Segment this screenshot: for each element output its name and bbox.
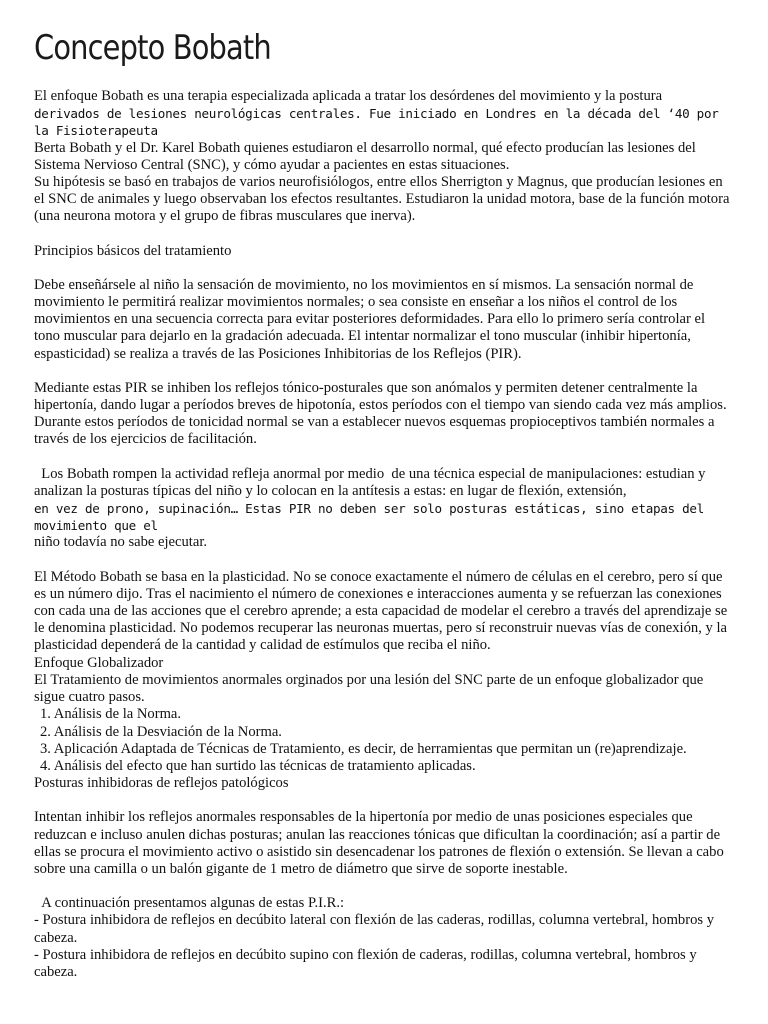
pir-item-2: - Postura inhibidora de reflejos en decúbito supino con flexión de caderas, rodillas, columna vertebral, hombros y cabeza. bbox=[34, 946, 697, 980]
rompen-line-2: en vez de prono, supinación… Estas PIR no deben ser solo posturas estáticas, sino etapas del movimiento que el bbox=[34, 501, 704, 534]
spacer bbox=[34, 792, 734, 809]
spacer bbox=[34, 226, 734, 243]
steps-list bbox=[34, 706, 734, 775]
spacer bbox=[34, 878, 734, 895]
spacer bbox=[34, 552, 734, 569]
principios-paragraph: Debe enseñársele al niño la sensación de movimiento, no los movimientos en sí mismos. La sensación normal de movimiento le permitirá realizar movimientos normales; o sea consiste en enseñar a los niños el control de los movimientos en una secuencia correcta para evitar posteriores deformidades. Para ello lo primero sería controlar el tono muscular para dejarlo en la gradación adecuada. El intentar normalizar el tono muscular (inhibir hipertonía, espasticidad) se realiza a través de las Posiciones Inhibitorias de los Reflejos (PIR). bbox=[34, 276, 706, 362]
posturas-paragraph: Intentan inhibir los reflejos anormales responsables de la hipertonía por medio de unas posiciones especiales que reduzcan e incluso anulen dichas posturas; anulan las reacciones tónicas que dificultan la coordinación; así a partir de ellas se procura el movimiento activo o asistido sin desencadenar los patrones de flexión o extensión. Se llevan a cabo sobre una camilla o un balón gigante de 1 metro de diámetro que sirve de soporte inestable. bbox=[34, 809, 724, 877]
list-item: 1. Análisis de la Norma. bbox=[40, 706, 182, 723]
intro-paragraph bbox=[34, 88, 734, 226]
spacer bbox=[34, 449, 734, 466]
globalizador-paragraph: El Tratamiento de movimientos anormales orginados por una lesión del SNC parte de un enfoque globalizador que sigue cuatro pasos. bbox=[34, 671, 704, 706]
intro-line-3: Berta Bobath y el Dr. Karel Bobath quienes estudiaron el desarrollo normal, qué efecto producían las lesiones del Sistema Nervioso Central (SNC), y cómo ayudar a pacientes en estas situaciones. bbox=[34, 139, 696, 173]
list-item: 4. Análisis del efecto que han surtido las técnicas de tratamiento aplicadas. bbox=[40, 757, 476, 774]
posturas-heading: Posturas inhibidoras de reflejos patológicos bbox=[34, 775, 289, 792]
spacer bbox=[34, 363, 734, 380]
intro-line-2: derivados de lesiones neurológicas centrales. Fue iniciado en Londres en la década del ‘40 por la Fisioterapeuta bbox=[34, 106, 719, 139]
document-title: Concepto Bobath bbox=[34, 28, 271, 68]
intro-line-1: El enfoque Bobath es una terapia especializada aplicada a tratar los desórdenes del movimiento y la postura bbox=[34, 88, 663, 104]
pir-item-1: - Postura inhibidora de reflejos en decúbito lateral con flexión de las caderas, rodillas, columna vertebral, hombros y cabeza. bbox=[34, 912, 715, 946]
list-item: 2. Análisis de la Desviación de la Norma. bbox=[40, 723, 282, 740]
principios-heading: Principios básicos del tratamiento bbox=[34, 242, 232, 259]
rompen-line-3: niño todavía no sabe ejecutar. bbox=[34, 534, 208, 551]
list-item: 3. Aplicación Adaptada de Técnicas de Tratamiento, es decir, de herramientas que permitan un (re)aprendizaje. bbox=[40, 740, 687, 757]
rompen-paragraph bbox=[34, 466, 734, 552]
globalizador-heading: Enfoque Globalizador bbox=[34, 654, 164, 671]
spacer bbox=[34, 260, 734, 277]
metodo-paragraph: El Método Bobath se basa en la plasticidad. No se conoce exactamente el número de células en el cerebro, pero sí que es un número dijo. Tras el nacimiento el número de conexiones e interacciones aumenta y se refuerzan las conexiones con cada una de las acciones que el cerebro aprende; a esta capacidad de modelar el cerebro a través del aprendizaje se le denomina plasticidad. No podemos recuperar las neuronas muertas, pero sí reconstruir nuevas vías de conexión, y la plasticidad dependerá de la cantidad y calidad de estímulos que reciba el niño. bbox=[34, 568, 728, 654]
continuacion-line: A continuación presentamos algunas de estas P.I.R.: bbox=[34, 895, 345, 912]
rompen-line-1: Los Bobath rompen la actividad refleja anormal por medio de una técnica especial de manipulaciones: estudian y analizan la posturas típicas del niño y lo colocan en la antítesis a estas: en lugar de flexión, extensión, bbox=[34, 465, 710, 499]
intro-line-4: Su hipótesis se basó en trabajos de varios neurofisiólogos, entre ellos Sherrigton y Magnus, que producían lesiones en el SNC de animales y luego observaban los efectos resultantes. Estudiaron la unidad motora, base de la función motora (una neurona motora y el grupo de fibras musculares que inerva). bbox=[34, 174, 730, 225]
pir-paragraph: Mediante estas PIR se inhiben los reflejos tónico-posturales que son anómalos y permiten detener centralmente la hipertonía, dando lugar a períodos breves de hipotonía, estos períodos con el tiempo van siendo cada vez más amplios. Durante estos períodos de tonicidad normal se van a establecer nuevos esquemas propioceptivos también normales a través de los ejercicios de facilitación. bbox=[34, 379, 727, 448]
